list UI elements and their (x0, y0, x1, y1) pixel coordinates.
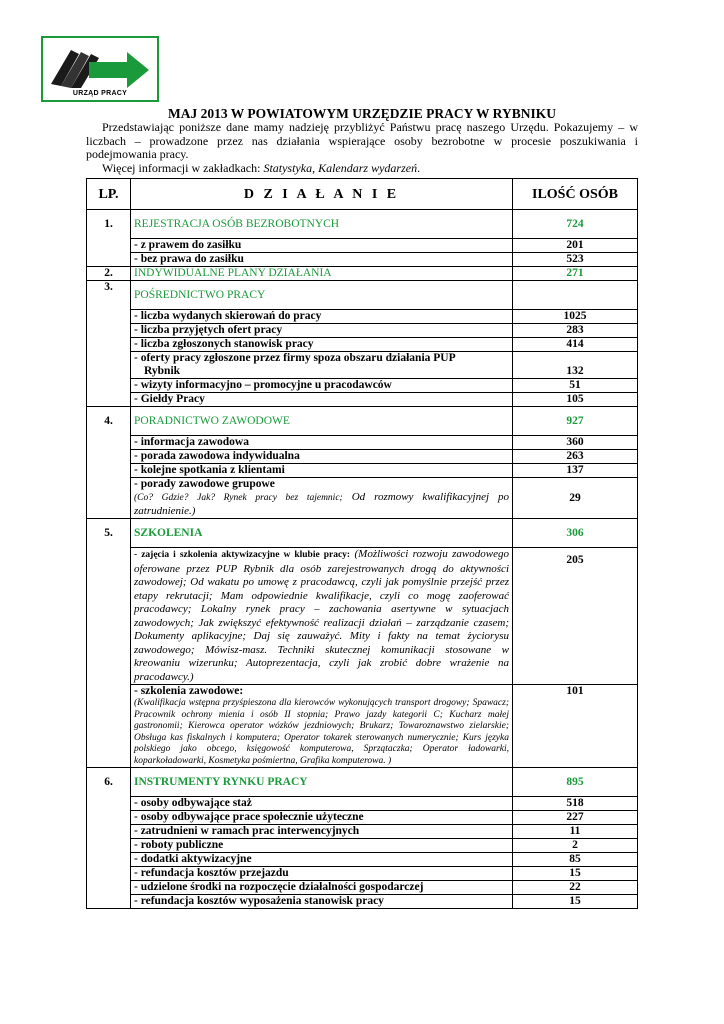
row-label: - dodatki aktywizacyjne (131, 853, 513, 867)
logo-text: URZĄD PRACY (72, 90, 128, 97)
row-value: 15 (513, 867, 638, 881)
intro-end: . (417, 160, 421, 175)
row-label-title: - zajęcia i szkolenia aktywizacyjne w klubie pracy: (134, 550, 351, 560)
row-value: 51 (513, 379, 638, 393)
row-value: 29 (513, 478, 638, 519)
intro-paragraph: Przedstawiając poniższe dane mamy nadzieję przybliżyć Państwu pracę naszego Urzędu. Pokazujemy – w liczbach – prowadzone przez nas działania wspierające osoby bezrobotne w procesie poszukiwania i podejmowania pracy. (86, 120, 638, 161)
table-header (87, 179, 638, 210)
table-row (87, 338, 638, 352)
table-row (87, 379, 638, 393)
table-row (87, 811, 638, 825)
section-value: 927 (513, 407, 638, 436)
section-value: 271 (513, 267, 638, 281)
row-value: 360 (513, 436, 638, 450)
row-value: 518 (513, 797, 638, 811)
row-label: - informacja zawodowa (131, 436, 513, 450)
row-label: - liczba przyjętych ofert pracy (131, 324, 513, 338)
section-name: POŚREDNICTWO PRACY (131, 281, 513, 310)
row-label: - osoby odbywające staż (131, 797, 513, 811)
table-row (87, 839, 638, 853)
row-label: - z prawem do zasiłku (131, 239, 513, 253)
section-number: 3. (87, 281, 131, 407)
section-row (87, 281, 638, 310)
row-description: (Co? Gdzie? Jak? Rynek pracy bez tajemnic; (134, 493, 343, 503)
row-label: - kolejne spotkania z klientami (131, 464, 513, 478)
table-row (87, 881, 638, 895)
section-row (87, 519, 638, 548)
intro-lead: Więcej informacji w zakładkach: (102, 160, 264, 175)
table-row (87, 685, 638, 768)
header-count: ILOŚĆ OSÓB (513, 179, 638, 210)
section-number: 5. (87, 519, 131, 768)
table-row (87, 478, 638, 519)
row-value: 201 (513, 239, 638, 253)
section-value: 724 (513, 210, 638, 239)
row-value: 1025 (513, 310, 638, 324)
row-value: 263 (513, 450, 638, 464)
row-label: - refundacja kosztów wyposażenia stanowisk pracy (131, 895, 513, 909)
row-label-line1: - oferty pracy zgłoszone przez firmy spoza obszaru działania PUP (134, 352, 456, 364)
row-value: 283 (513, 324, 638, 338)
row-label (131, 478, 513, 519)
row-value: 101 (513, 685, 638, 768)
table-row (87, 867, 638, 881)
row-description: (Możliwości rozwoju zawodowego oferowane przez PUP Rybnik dla osób zarejestrowanych drogą do aktywności zawodowej; Od wakatu po umowę z pracodawcą, czyli jak pomyślnie przejść przez etapy rekrutacji; Mam odpowiednie kwalifikacje, czyli co mogę zaoferować pracodawcy; Lokalny rynek pracy – zachowania asertywne w sytuacjach zawodowych; Jak zwiększyć efektywność realizacji działań – zarządzanie czasem; Dokumenty aplikacyjne; Daj się zauważyć. Mity i fakty na temat życiorysu zawodowego; Mówisz-masz. Techniki skutecznej komunikacji stosowane w kreowaniu wizerunku; Autoprezentacja, czyli jak zrobić dobre wrażenie na pracodawcy.) (134, 548, 509, 683)
activity-table (86, 178, 638, 909)
row-value: 132 (513, 352, 638, 379)
row-label: - Giełdy Pracy (131, 393, 513, 407)
table-row (87, 253, 638, 267)
table-row (87, 853, 638, 867)
row-value: 11 (513, 825, 638, 839)
row-value: 22 (513, 881, 638, 895)
row-value: 2 (513, 839, 638, 853)
row-description-cont: Od rozmowy kwalifikacyjnej po zatrudnienie.) (134, 491, 509, 517)
row-label (131, 548, 513, 685)
row-label (131, 685, 513, 768)
row-label: - bez prawa do zasiłku (131, 253, 513, 267)
row-label: - liczba wydanych skierowań do pracy (131, 310, 513, 324)
link-kalendarz[interactable]: Kalendarz wydarzeń (318, 160, 418, 175)
row-value: 414 (513, 338, 638, 352)
intro-separator: , (312, 160, 319, 175)
link-statystyka[interactable]: Statystyka (263, 160, 313, 175)
row-label: - porada zawodowa indywidualna (131, 450, 513, 464)
section-name: PORADNICTWO ZAWODOWE (131, 407, 513, 436)
table-row (87, 548, 638, 685)
table-row (87, 393, 638, 407)
section-value: 895 (513, 768, 638, 797)
intro-links-line (86, 162, 638, 176)
row-value: 85 (513, 853, 638, 867)
section-row (87, 407, 638, 436)
table-row (87, 310, 638, 324)
section-number: 2. (87, 267, 131, 281)
section-name: INSTRUMENTY RYNKU PRACY (131, 768, 513, 797)
header-action: D Z I A Ł A N I E (131, 179, 513, 210)
row-label-title: - szkolenia zawodowe: (134, 685, 244, 697)
section-row (87, 768, 638, 797)
section-number: 4. (87, 407, 131, 519)
row-label: - osoby odbywające prace społecznie użyteczne (131, 811, 513, 825)
table-row (87, 895, 638, 909)
logo-arrow-icon (49, 44, 153, 88)
section-row (87, 210, 638, 239)
row-label: - wizyty informacyjno – promocyjne u pracodawców (131, 379, 513, 393)
table-row (87, 450, 638, 464)
table-row (87, 324, 638, 338)
table-row (87, 239, 638, 253)
section-name: SZKOLENIA (131, 519, 513, 548)
row-value: 523 (513, 253, 638, 267)
row-label: - liczba zgłoszonych stanowisk pracy (131, 338, 513, 352)
row-label-title: - porady zawodowe grupowe (134, 478, 275, 490)
header-lp: LP. (87, 179, 131, 210)
table-row (87, 352, 638, 379)
table-row (87, 464, 638, 478)
section-name: REJESTRACJA OSÓB BEZROBOTNYCH (131, 210, 513, 239)
row-label: - roboty publiczne (131, 839, 513, 853)
section-value-empty (513, 281, 638, 310)
row-label (131, 352, 513, 379)
row-label: - zatrudnieni w ramach prac interwencyjnych (131, 825, 513, 839)
table-row (87, 797, 638, 811)
row-value: 105 (513, 393, 638, 407)
section-row (87, 267, 638, 281)
row-description: (Kwalifikacja wstępna przyśpieszona dla kierowców wykonujących transport drogowy; Spawacz; Pracownik ochrony mienia i osób II stopnia; Prawo jazdy kategorii C; Kucharz małej gastronomii; Kierowca operator wózków jezdniowych; Brukarz; Towaroznawstwo zielarskie; Obsługa kas fiskalnych i komputera; Operator tokarek sterowanych numerycznie; Kurs języka polskiego jako obcego, księgowość komputerowa, Sprzątaczka; Operator ładowarki, koparkoładowarki, Kosmetyka pośmiertna, Grafika komputerowa. ) (134, 698, 509, 766)
intro (86, 121, 638, 175)
row-label-line2: Rybnik (144, 365, 181, 377)
page-title: MAJ 2013 W POWIATOWYM URZĘDZIE PRACY W RYBNIKU (168, 106, 556, 121)
row-value: 227 (513, 811, 638, 825)
row-value: 205 (513, 548, 638, 685)
table-row (87, 825, 638, 839)
logo (41, 36, 159, 102)
table-row (87, 436, 638, 450)
row-label: - refundacja kosztów przejazdu (131, 867, 513, 881)
section-number: 1. (87, 210, 131, 267)
section-value: 306 (513, 519, 638, 548)
section-name: INDYWIDUALNE PLANY DZIAŁANIA (131, 267, 513, 281)
row-value: 15 (513, 895, 638, 909)
section-number: 6. (87, 768, 131, 909)
row-value: 137 (513, 464, 638, 478)
row-label: - udzielone środki na rozpoczęcie działalności gospodarczej (131, 881, 513, 895)
